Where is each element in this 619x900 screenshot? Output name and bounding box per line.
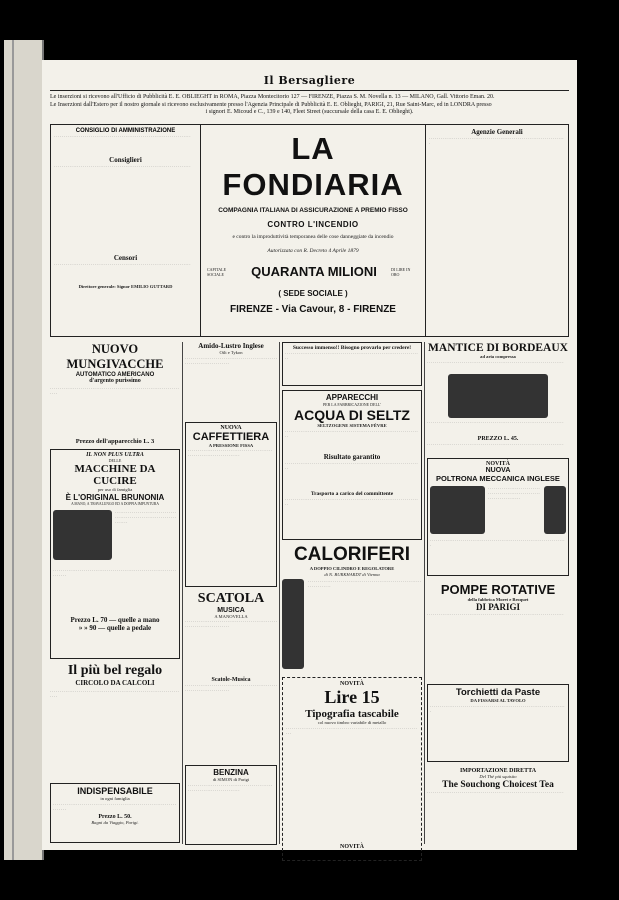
bellows-illustration: [448, 374, 548, 418]
fondiaria-title: LA FONDIARIA: [222, 131, 404, 202]
seltz-footer: · · · · · · · · · · · · · · · · · · · · · · · · · · · · · · · · · · · · · · · · · · · · · · · · · · · · · · · · · · · · · · · · · · · · · · ·: [285, 496, 418, 507]
consiglieri-text: · · · · · · · · · · · · · · · · · · · · · · · · · · · · · · · · · · · · · · · · · · · · · · · · · · · · · · · · · · · · · · · · · · · · · · ·: [54, 164, 191, 169]
scatole-musica: Scatole-Musica: [211, 677, 251, 684]
torchietti-title: Torchietti da Paste: [455, 687, 541, 699]
souchong-text: · · · · · · · · · · · · · · · · · · · · · · · · · · · · · · · · · · · · · · · · · · · · · · · · · · · · · · · · · · · · · · · · · · · · · · ·: [427, 789, 564, 795]
column-4: [427, 342, 569, 844]
column-rule: [182, 342, 183, 844]
caffettiera-label: NUOVA: [220, 424, 242, 431]
cucire-title: MACCHINE DA CUCIRE: [74, 463, 156, 487]
mantice-title: MANTICE DI BORDEAUX: [428, 342, 568, 354]
cucire-side-text: · · · · · · · · · · · · · · · · · · · · · · · · · · · · · · · · · · · · · · · · · · · · · · · · · · · · · · · · · · · · · · · · · · · · · · ·: [114, 509, 176, 525]
caffettiera-sub: A PRESSIONE FISSA: [208, 442, 254, 448]
capitale-row: [203, 264, 423, 279]
regalo-sub: CIRCOLO DA CALCOLI: [75, 679, 155, 687]
amido-title: Amido-Lustro Inglese: [198, 342, 264, 350]
chair-side-illustration: [544, 486, 566, 534]
tipografia-ad: [282, 677, 422, 861]
seltz-label: APPARECCHI: [325, 393, 379, 402]
book-binding: [4, 40, 44, 860]
poltrona-footer: · · · · · · · · · · · · · · · · · · · · · · · · · · · · · · · · · · · · · · · · · · · · · · · · · · · · · · · · · · · · · · · · · · · · · · ·: [430, 537, 565, 548]
column-2: [185, 342, 277, 844]
cucire-sub: per uso di famiglia: [97, 487, 133, 492]
council-text: · · · · · · · · · · · · · · · · · · · · · · · · · · · · · · · · · · · · · · · · · · · · · · · · · · · · · · · · · · · · · · · · · · · · · · ·: [54, 134, 191, 139]
agenzie-text: · · · · · · · · · · · · · · · · · · · · · · · · · · · · · · · · · · · · · · · · · · · · · · · · · · · · · · · · · · · · · · · · · · · · · · ·: [429, 136, 564, 146]
benzina-text: · · · · · · · · · · · · · · · · · · · · · · · · · · · · · · · · · · · · · · · · · · · · · · · · · · · · · · · · · · · · · · · · · · · · · · ·: [188, 782, 273, 793]
council-panel: [51, 125, 201, 336]
indispensabile-title: INDISPENSABILE: [77, 786, 153, 796]
caloriferi-maker: di N. BURKHARDT di Vienna: [324, 571, 380, 577]
column-3: [282, 342, 422, 850]
scatola-sub2: A MANOVELLA: [214, 613, 248, 619]
indispensabile-place: Bagni da Viaggio, Parigi.: [91, 819, 139, 825]
fondiaria-main: [203, 125, 423, 336]
scatola-sub1: MUSICA: [217, 606, 245, 614]
notice-line-1: Le inserzioni si ricevono all'Ufficio di Pubblicità E. E. OBLIEGHT in ROMA, Piazza Montecitorio 127 — FIRENZE, Piazza S. M. Novella n. 13 — MILANO, Gall. Vittorio Eman. 20.: [50, 94, 495, 100]
column-1: [50, 342, 180, 844]
mantice-text: · · · · · · · · · · · · · · · · · · · · · · · · · · · · · · · · · · · · · · · · · · · · · · · · · · · · · · · · · · · · · · · · · · · · · · ·: [427, 359, 564, 365]
cucire-brand-sub: A MANO, A TRAVALUNGO ED A DOPPIA IMPUNTURA: [71, 501, 159, 506]
tipografia-title: Tipografia tascabile: [305, 708, 399, 721]
successo-text: · · · · · · · · · · · · · · · · · · · · · · · · · · · · · · · · · · · · · · · · · · · · · · · · · · · · · · · · · · · · · · · · · · · · · · ·: [285, 351, 418, 361]
fondiaria-desc: e contro la improduttività temporanea delle cose danneggiate da incendio: [232, 234, 394, 240]
capitale-value: QUARANTA MILIONI: [251, 264, 377, 280]
column-rule: [424, 342, 425, 844]
fondiaria-contro: CONTRO L'INCENDIO: [267, 220, 359, 229]
poltrona-label: NOVITÀ: [485, 460, 510, 467]
amido-sub: Oilt e Tykon: [219, 350, 243, 355]
masthead: Il Bersagliere: [263, 74, 356, 87]
mungivacche-sub1: AUTOMATICO AMERICANO: [75, 372, 155, 378]
caloriferi-title: CALORIFERI: [293, 544, 411, 565]
mantice-price: PREZZO L. 45.: [477, 435, 519, 442]
indispensabile-price: Prezzo L. 50.: [98, 813, 132, 820]
mantice-footer: · · · · · · · · · · · · · · · · · · · · · · · · · · · · · · · · · · · · · · · · · · · · · · · · · · · · · · · · · · · · · · · · · · · · · · ·: [427, 441, 564, 447]
seltz-price-list: · · · · · · · · · · · · · · · · · · · · · · · · · · · · · · · · · · · · · · · · · · · · · · · · · · · · · · · · · · · · · · · · · · · · · · ·: [285, 460, 418, 471]
cucire-label: IL NON PLUS ULTRA: [86, 452, 144, 458]
notice-line-2: Le Inserzioni dall'Estero per il nostro giornale si ricevono esclusivamente presso l'Agenzia Principale di Pubblicità E. E. Oblieght, PARIGI, 21, Rue Saint-Marc, ed in LONDRA presso: [50, 101, 492, 108]
divider: [50, 90, 569, 91]
cucire-ad: [50, 449, 180, 659]
censori-title: Censori: [113, 254, 138, 262]
importazione-sub: Del Thè più squisito: [479, 774, 517, 780]
advertising-notice: [50, 94, 569, 117]
fondiaria-subtitle: COMPAGNIA ITALIANA DI ASSICURAZIONE A PREMIO FISSO: [218, 207, 408, 214]
council-title: CONSIGLIO DI AMMINISTRAZIONE: [75, 128, 176, 134]
cucire-delle: DELLE: [108, 458, 122, 463]
cucire-price: Prezzo L. 70 — quelle a mano: [70, 615, 160, 624]
poltrona-ad: [427, 458, 569, 576]
pompe-sub: della fabbrica Moret e Broquet: [467, 596, 529, 602]
novita-label: NOVITÀ: [339, 681, 364, 688]
successo-ad: [282, 342, 422, 386]
seltz-system: SELTZOGENE SISTEMA FÈVRE: [317, 423, 387, 428]
column-rule: [279, 342, 280, 844]
mungivacche-sub2: d'argento purissimo: [89, 378, 141, 384]
lire-15: Lire 15: [324, 687, 380, 708]
mungivacche-price: Prezzo dell'apparecchio L. 3: [75, 438, 155, 445]
novita-bottom: NOVITÀ: [339, 843, 364, 850]
benzina-title: BENZINA: [213, 768, 249, 778]
indispensabile-sub: in ogni famiglia: [100, 796, 130, 801]
pompe-text: · · · · · · · · · · · · · · · · · · · · · · · · · · · · · · · · · · · · · · · · · · · · · · · · · · · · · · · · · · · · · · · · · · · · · · ·: [427, 612, 564, 618]
notice-line-3: i signori E. Micoud e C., 139 e 140, Fleet Street (succursale della casa E. E. Oblieght).: [205, 109, 414, 115]
souchong-title: The Souchong Choicest Tea: [442, 779, 554, 790]
director-text: Direttore generale: Signor EMILIO GUTTARD: [78, 284, 173, 289]
seltz-text: · · · · · · · · · · · · · · · · · · · · · · · · · · · · · · · · · · · · · · · · · · · · · · · · · · · · · · · · · · · · · · · · · · · · · · ·: [285, 428, 418, 439]
mantice-sub: ad aria compressa: [480, 354, 516, 359]
tipografia-text: · · · · · · · · · · · · · · · · · · · · · · · · · · · · · · · · · · · · · · · · · · · · · · · · · · · · · · · · · · · · · · · · · · · · · · ·: [286, 725, 417, 736]
torchietti-sub: DA FISSARSI AL TAVOLO: [470, 698, 526, 704]
cucire-text: · · · · · · · · · · · · · · · · · · · · · · · · · · · · · · · · · · · · · · · · · · · · · · · · · · · · · · · · · · · · · · · · · · · · · · ·: [53, 567, 176, 578]
tipografia-sub: col nuovo timbro variabile di metallo: [317, 720, 387, 726]
caffettiera-title: CAFFETTIERA: [192, 430, 270, 443]
benzina-ad: [185, 765, 277, 845]
indispensabile-ad: [50, 783, 180, 843]
indispensabile-text: · · · · · · · · · · · · · · · · · · · · · · · · · · · · · · · · · · · · · · · · · · · · · · · · · · · · · · · · · · · · · · · · · · · · · · ·: [53, 801, 176, 812]
torchietti-text: · · · · · · · · · · · · · · · · · · · · · · · · · · · · · · · · · · · · · · · · · · · · · · · · · · · · · · · · · · · · · · · · · · · · · · ·: [430, 703, 565, 714]
consiglieri-title: Consiglieri: [109, 156, 142, 164]
seltz-transport: Trasporto a carico del committente: [310, 490, 394, 497]
pompe-title: POMPE ROTATIVE: [440, 581, 556, 597]
caloriferi-sub: A DOPPIO CILINDRO E REGOLATORE: [309, 566, 395, 571]
scatola-text: · · · · · · · · · · · · · · · · · · · · · · · · · · · · · · · · · · · · · · · · · · · · · · · · · · · · · · · · · · · · · · · · · · · · · · ·: [185, 619, 277, 630]
poltrona-title: NUOVA: [485, 466, 511, 474]
pompe-city: DI PARIGI: [475, 602, 521, 613]
caffettiera-ad: [185, 422, 277, 587]
poltrona-text: · · · · · · · · · · · · · · · · · · · · · · · · · · · · · · · · · · · · · · · · · · · · · · · · · · · · · · · · · · · · · · · · · · · · · · ·: [488, 485, 540, 501]
capitale-label: CAPITALE SOCIALE: [207, 266, 227, 277]
seltz-title: ACQUA DI SELTZ: [294, 407, 410, 423]
cucire-brand: È L'ORIGINAL BRUNONIA: [65, 492, 165, 502]
caloriferi-text: · · · · · · · · · · · · · · · · · · · · · · · · · · · · · · · · · · · · · · · · · · · · · · · · · · · · · · · · · · · · · · · · · · · · · · ·: [308, 579, 422, 590]
fondiaria-address: FIRENZE - Via Cavour, 8 - FIRENZE: [230, 304, 396, 316]
censori-text: · · · · · · · · · · · · · · · · · · · · · · · · · · · · · · · · · · · · · · · · · · · · · · · · · · · · · · · · · · · · · · · · · · · · · · ·: [54, 262, 191, 267]
seltz-ad: [282, 390, 422, 540]
chair-illustration: [430, 486, 485, 534]
agenzie-title: Agenzie Generali: [471, 128, 523, 136]
successo-title: Successo immenso!! Bisogno provarlo per credere!: [292, 345, 412, 351]
agenzie-panel: [425, 125, 568, 336]
benzina-sub: di SIMON di Parigi: [212, 777, 250, 783]
sewing-machine-illustration: [53, 510, 112, 560]
fondiaria-ad: [50, 124, 569, 337]
cucire-price-2: » » 90 — quelle a pedale: [78, 623, 152, 632]
torchietti-ad: [427, 684, 569, 762]
mantice-desc: · · · · · · · · · · · · · · · · · · · · · · · · · · · · · · · · · · · · · · · · · · · · · · · · · · · · · · · · · · · · · · · · · · · · · · ·: [427, 419, 564, 425]
fondiaria-authorized: Autorizzata con R. Decreto 4 Aprile 1879: [267, 247, 359, 254]
regalo-title: Il più bel regalo: [67, 663, 163, 678]
stove-illustration: [282, 579, 304, 669]
mungivacche-title: NUOVO MUNGIVACCHE: [66, 342, 164, 371]
importazione-title: IMPORTAZIONE DIRETTA: [459, 768, 537, 775]
mungivacche-text: · · · · · · · · · · · · · · · · · · · · · · · · · · · · · · · · · · · · · · · · · · · · · · · · · · · · · · · · · · · · · · · · · · · · · · ·: [50, 386, 179, 396]
seltz-sub: PER LA FABBRICAZIONE DELL': [322, 402, 382, 407]
scatola-title: SCATOLA: [197, 590, 265, 606]
poltrona-sub: POLTRONA MECCANICA INGLESE: [436, 473, 560, 483]
lire-label: DI LIRE IN ORO: [391, 266, 411, 277]
scatole-text: · · · · · · · · · · · · · · · · · · · · · · · · · · · · · · · · · · · · · · · · · · · · · · · · · · · · · · · · · · · · · · · · · · · · · · ·: [185, 683, 277, 694]
amido-text: · · · · · · · · · · · · · · · · · · · · · · · · · · · · · · · · · · · · · · · · · · · · · · · · · · · · · · · · · · · · · · · · · · · · · · ·: [185, 355, 277, 366]
regalo-text: · · · · · · · · · · · · · · · · · · · · · · · · · · · · · · · · · · · · · · · · · · · · · · · · · · · · · · · · · · · · · · · · · · · · · · ·: [50, 689, 179, 699]
sede-label: ( SEDE SOCIALE ): [278, 289, 348, 299]
newspaper-page: [42, 60, 577, 850]
seltz-result: Risultato garantito: [323, 452, 381, 461]
caffettiera-text: · · · · · · · · · · · · · · · · · · · · · · · · · · · · · · · · · · · · · · · · · · · · · · · · · · · · · · · · · · · · · · · · · · · · · · ·: [188, 448, 273, 459]
